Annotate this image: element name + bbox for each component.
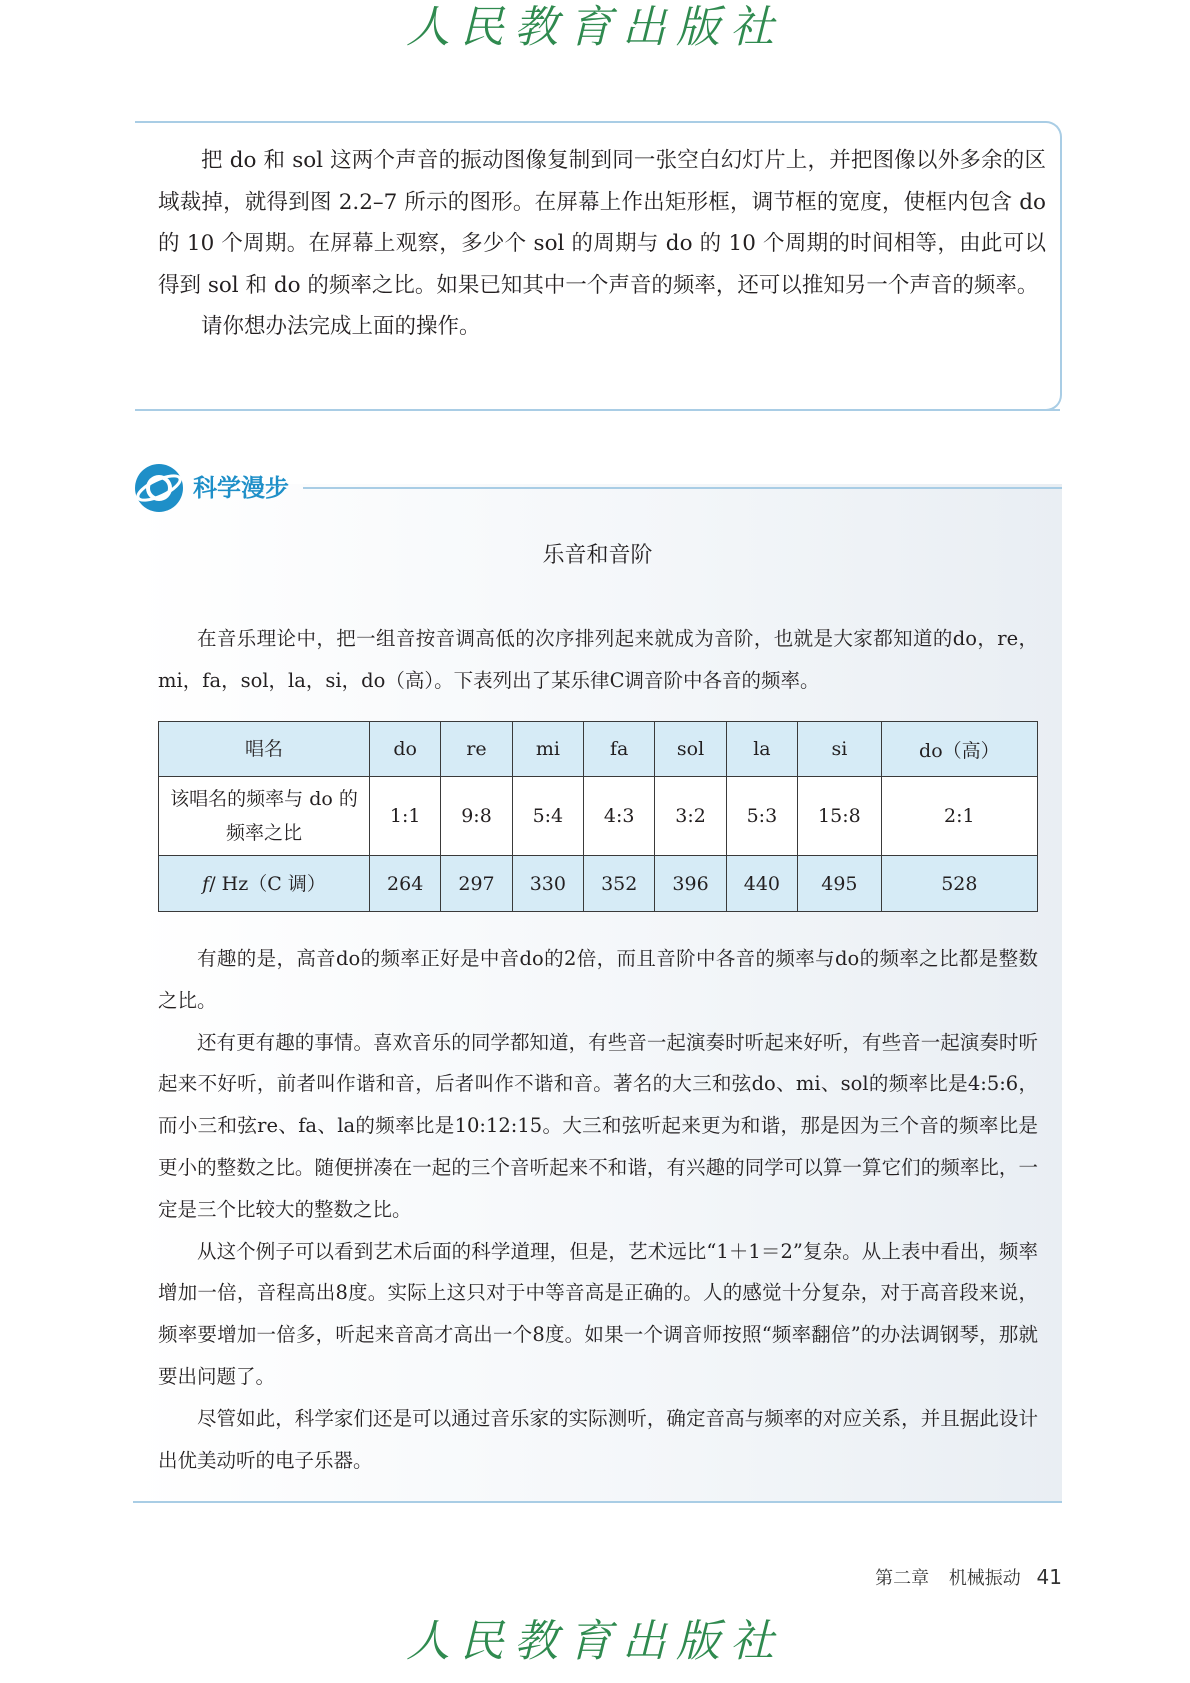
table-cell: 495 (798, 856, 882, 912)
table-cell: 2:1 (881, 777, 1037, 856)
page-number: 41 (1036, 1565, 1062, 1589)
intro-paragraph: 在音乐理论中，把一组音按音调高低的次序排列起来就成为音阶，也就是大家都知道的do，re，mi，fa，sol，la，si，do（高）。下表列出了某乐律C调音阶中各音的频率。 (158, 627, 1038, 692)
body-paragraph: 还有更有趣的事情。喜欢音乐的同学都知道，有些音一起演奏时听起来好听，有些音一起演奏时听起来不好听，前者叫作谐和音，后者叫作不谐和音。著名的大三和弦do、mi、sol的频率比是4:5:6，而小三和弦re、fa、la的频率比是10:12:15。大三和弦听起来更为和谐，那是因为三个音的频率比是更小的整数之比。随便拼凑在一起的三个音听起来不和谐，有兴趣的同学可以算一算它们的频率比，一定是三个比较大的整数之比。 (158, 1030, 1038, 1221)
freq-symbol: f (202, 872, 210, 895)
table-row (159, 856, 1038, 912)
essay-body (158, 938, 1038, 1481)
table-cell: 5:3 (726, 777, 797, 856)
table-cell: re (441, 722, 512, 777)
essay-header (133, 462, 1062, 518)
table-cell: do (370, 722, 441, 777)
publisher-watermark-top: 人民教育出版社 (406, 2, 784, 53)
table-row-label (159, 856, 370, 912)
table-header-row (159, 722, 1038, 777)
body-paragraph: 有趣的是，高音do的频率正好是中音do的2倍，而且音阶中各音的频率与do的频率之比都是整数之比。 (158, 947, 1038, 1012)
ratio-label-line2: 频率之比 (225, 822, 302, 844)
page-footer (875, 1564, 1062, 1590)
frequency-table (158, 721, 1038, 912)
table-cell: 1:1 (370, 777, 441, 856)
table-cell: mi (512, 722, 583, 777)
essay-title: 乐音和音阶 (542, 543, 653, 568)
table-cell: fa (584, 722, 655, 777)
table-cell: 4:3 (584, 777, 655, 856)
publisher-watermark-bottom: 人民教育出版社 (406, 1616, 784, 1667)
section-bottom-divider (133, 1501, 1062, 1503)
chapter-label: 第二章 (875, 1568, 930, 1589)
freq-unit: / Hz（C 调） (209, 872, 326, 895)
essay-intro (158, 618, 1038, 702)
chapter-title: 机械振动 (948, 1568, 1021, 1589)
table-cell: 297 (441, 856, 512, 912)
table-cell: 528 (881, 856, 1037, 912)
table-cell: la (726, 722, 797, 777)
table-cell: sol (655, 722, 726, 777)
table-cell: 9:8 (441, 777, 512, 856)
table-cell: 3:2 (655, 777, 726, 856)
section-label: 科学漫步 (193, 474, 289, 502)
body-paragraph: 尽管如此，科学家们还是可以通过音乐家的实际测听，确定音高与频率的对应关系，并且据此设计出优美动听的电子乐器。 (158, 1406, 1038, 1472)
activity-text (158, 140, 1046, 348)
table-row (159, 777, 1038, 856)
table-cell: 264 (370, 856, 441, 912)
table-cell: do（高） (881, 722, 1037, 777)
table-cell: 15:8 (798, 777, 882, 856)
section-divider (303, 487, 1062, 489)
activity-paragraph: 把 do 和 sol 这两个声音的振动图像复制到同一张空白幻灯片上，并把图像以外多余的区域裁掉，就得到图 2.2–7 所示的图形。在屏幕上作出矩形框，调节框的宽度，使框内包含 do 的 10 个周期。在屏幕上观察，多少个 sol 的周期与 do 的 10 个周期的时间相等，由此可以得到 sol 和 do 的频率之比。如果已知其中一个声音的频率，还可以推知另一个声音的频率。 (158, 148, 1046, 298)
table-row-label (159, 777, 370, 856)
table-cell: 352 (584, 856, 655, 912)
table-header-label: 唱名 (159, 722, 370, 777)
activity-paragraph: 请你想办法完成上面的操作。 (201, 314, 481, 339)
ratio-label-line1: 该唱名的频率与 do 的 (170, 788, 358, 810)
table-cell: 5:4 (512, 777, 583, 856)
body-paragraph: 从这个例子可以看到艺术后面的科学道理，但是，艺术远比“1＋1＝2”复杂。从上表中看出，频率增加一倍，音程高出8度。实际上这只对于中等音高是正确的。人的感觉十分复杂，对于高音段来说，频率要增加一倍多，听起来音高才高出一个8度。如果一个调音师按照“频率翻倍”的办法调钢琴，那就要出问题了。 (158, 1239, 1038, 1388)
table-cell: si (798, 722, 882, 777)
table-cell: 440 (726, 856, 797, 912)
table-cell: 330 (512, 856, 583, 912)
table-cell: 396 (655, 856, 726, 912)
science-orbit-icon (133, 462, 185, 514)
